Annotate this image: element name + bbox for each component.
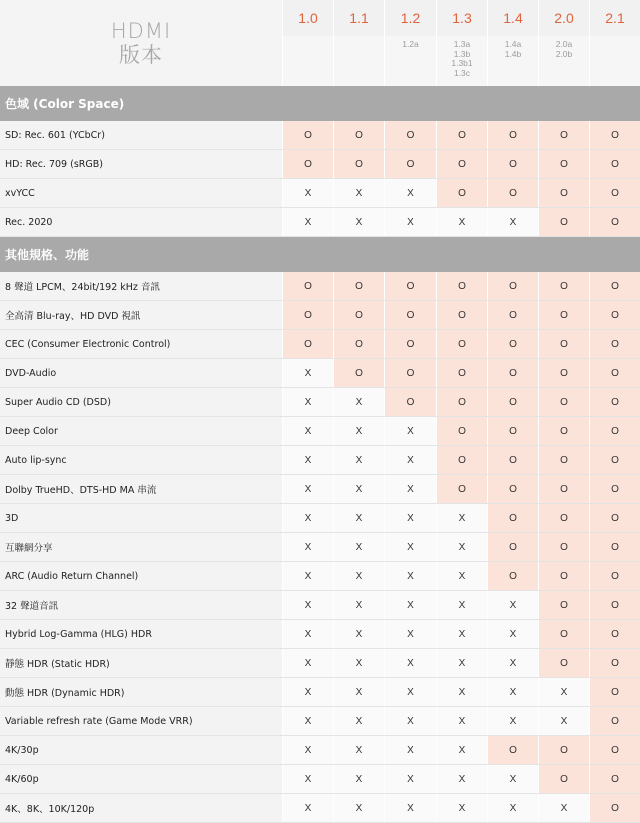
table-row <box>0 504 640 533</box>
supported-cell: O <box>589 359 640 387</box>
feature-label: Hybrid Log-Gamma (HLG) HDR <box>0 620 282 648</box>
table-row <box>0 446 640 475</box>
unsupported-cell: X <box>436 678 487 706</box>
supported-cell: O <box>436 150 487 178</box>
version-sub-list <box>590 36 640 86</box>
supported-cell: O <box>436 388 487 416</box>
unsupported-cell: X <box>436 765 487 793</box>
unsupported-cell: X <box>487 591 538 619</box>
supported-cell: O <box>538 359 589 387</box>
table-title <box>0 0 282 86</box>
unsupported-cell: X <box>282 649 333 677</box>
unsupported-cell: X <box>436 649 487 677</box>
supported-cell: O <box>384 359 436 387</box>
table-row <box>0 179 640 208</box>
supported-cell: O <box>589 388 640 416</box>
supported-cell: O <box>589 179 640 207</box>
unsupported-cell: X <box>333 475 384 503</box>
supported-cell: O <box>538 736 589 764</box>
supported-cell: O <box>538 330 589 358</box>
version-column-1-1 <box>333 0 384 86</box>
feature-label: Super Audio CD (DSD) <box>0 388 282 416</box>
unsupported-cell: X <box>282 417 333 445</box>
supported-cell: O <box>538 446 589 474</box>
version-column-1-3 <box>436 0 487 86</box>
supported-cell: O <box>282 272 333 300</box>
section-header: 色域 (Color Space) <box>0 86 640 121</box>
feature-label: Deep Color <box>0 417 282 445</box>
unsupported-cell: X <box>384 446 436 474</box>
version-sub-label: 1.3b1 <box>451 58 473 68</box>
supported-cell: O <box>589 301 640 329</box>
feature-label: 互聯網分享 <box>0 533 282 561</box>
supported-cell: O <box>538 388 589 416</box>
supported-cell: O <box>333 330 384 358</box>
feature-label: 動態 HDR (Dynamic HDR) <box>0 678 282 706</box>
supported-cell: O <box>589 208 640 236</box>
unsupported-cell: X <box>384 736 436 764</box>
unsupported-cell: X <box>333 533 384 561</box>
version-label: 1.3 <box>437 0 487 36</box>
supported-cell: O <box>384 301 436 329</box>
unsupported-cell: X <box>282 446 333 474</box>
unsupported-cell: X <box>384 649 436 677</box>
unsupported-cell: X <box>333 765 384 793</box>
supported-cell: O <box>538 533 589 561</box>
supported-cell: O <box>384 150 436 178</box>
supported-cell: O <box>589 150 640 178</box>
supported-cell: O <box>487 272 538 300</box>
unsupported-cell: X <box>436 620 487 648</box>
supported-cell: O <box>538 620 589 648</box>
supported-cell: O <box>487 388 538 416</box>
supported-cell: O <box>487 504 538 532</box>
feature-label: Variable refresh rate (Game Mode VRR) <box>0 707 282 735</box>
version-label: 2.0 <box>539 0 589 36</box>
unsupported-cell: X <box>282 208 333 236</box>
version-sub-list <box>385 36 436 86</box>
version-sub-list <box>539 36 589 86</box>
supported-cell: O <box>589 272 640 300</box>
feature-label: Rec. 2020 <box>0 208 282 236</box>
unsupported-cell: X <box>384 475 436 503</box>
unsupported-cell: X <box>384 208 436 236</box>
supported-cell: O <box>487 330 538 358</box>
supported-cell: O <box>589 765 640 793</box>
supported-cell: O <box>538 649 589 677</box>
unsupported-cell: X <box>384 591 436 619</box>
table-row <box>0 533 640 562</box>
supported-cell: O <box>487 150 538 178</box>
supported-cell: O <box>436 330 487 358</box>
title-line-1: HDMI <box>110 19 172 43</box>
unsupported-cell: X <box>384 620 436 648</box>
version-label: 1.4 <box>488 0 538 36</box>
supported-cell: O <box>538 504 589 532</box>
table-row <box>0 765 640 794</box>
supported-cell: O <box>538 150 589 178</box>
unsupported-cell: X <box>282 707 333 735</box>
supported-cell: O <box>487 475 538 503</box>
supported-cell: O <box>282 330 333 358</box>
unsupported-cell: X <box>487 208 538 236</box>
unsupported-cell: X <box>333 649 384 677</box>
feature-label: 全高清 Blu-ray、HD DVD 視訊 <box>0 301 282 329</box>
supported-cell: O <box>589 330 640 358</box>
version-column-1-2 <box>384 0 436 86</box>
supported-cell: O <box>282 301 333 329</box>
supported-cell: O <box>333 359 384 387</box>
unsupported-cell: X <box>282 765 333 793</box>
supported-cell: O <box>538 179 589 207</box>
supported-cell: O <box>589 562 640 590</box>
supported-cell: O <box>282 121 333 149</box>
supported-cell: O <box>282 150 333 178</box>
supported-cell: O <box>589 591 640 619</box>
table-row <box>0 330 640 359</box>
unsupported-cell: X <box>333 736 384 764</box>
table-row <box>0 208 640 237</box>
supported-cell: O <box>589 475 640 503</box>
unsupported-cell: X <box>282 179 333 207</box>
unsupported-cell: X <box>333 591 384 619</box>
unsupported-cell: X <box>384 533 436 561</box>
unsupported-cell: X <box>333 179 384 207</box>
supported-cell: O <box>487 359 538 387</box>
unsupported-cell: X <box>487 794 538 822</box>
table-row <box>0 794 640 823</box>
version-sub-list <box>488 36 538 86</box>
supported-cell: O <box>384 330 436 358</box>
supported-cell: O <box>487 446 538 474</box>
feature-label: 4K/30p <box>0 736 282 764</box>
supported-cell: O <box>436 446 487 474</box>
table-row <box>0 736 640 765</box>
version-column-1-0 <box>282 0 333 86</box>
supported-cell: O <box>589 649 640 677</box>
feature-label: Auto lip-sync <box>0 446 282 474</box>
supported-cell: O <box>333 150 384 178</box>
unsupported-cell: X <box>282 736 333 764</box>
supported-cell: O <box>589 417 640 445</box>
unsupported-cell: X <box>436 504 487 532</box>
supported-cell: O <box>589 794 640 822</box>
unsupported-cell: X <box>538 707 589 735</box>
feature-label: xvYCC <box>0 179 282 207</box>
unsupported-cell: X <box>282 562 333 590</box>
feature-label: 靜態 HDR (Static HDR) <box>0 649 282 677</box>
version-sub-label: 1.3c <box>453 67 471 78</box>
table-row <box>0 620 640 649</box>
supported-cell: O <box>538 417 589 445</box>
unsupported-cell: X <box>333 417 384 445</box>
unsupported-cell: X <box>436 591 487 619</box>
unsupported-cell: X <box>282 388 333 416</box>
supported-cell: O <box>487 179 538 207</box>
supported-cell: O <box>487 562 538 590</box>
supported-cell: O <box>538 765 589 793</box>
version-label: 1.2 <box>385 0 436 36</box>
version-column-1-4 <box>487 0 538 86</box>
unsupported-cell: X <box>333 678 384 706</box>
supported-cell: O <box>384 388 436 416</box>
title-line-2: 版本 <box>119 43 163 67</box>
feature-label: DVD-Audio <box>0 359 282 387</box>
supported-cell: O <box>589 504 640 532</box>
unsupported-cell: X <box>487 707 538 735</box>
unsupported-cell: X <box>282 794 333 822</box>
table-row <box>0 417 640 446</box>
version-sub-label: 1.3a <box>453 39 471 49</box>
unsupported-cell: X <box>384 562 436 590</box>
unsupported-cell: X <box>538 794 589 822</box>
supported-cell: O <box>538 591 589 619</box>
table-row <box>0 707 640 736</box>
supported-cell: O <box>436 359 487 387</box>
unsupported-cell: X <box>384 179 436 207</box>
version-label: 2.1 <box>590 0 640 36</box>
feature-label: 4K、8K、10K/120p <box>0 794 282 822</box>
table-row <box>0 591 640 620</box>
supported-cell: O <box>589 446 640 474</box>
version-sub-label: 2.0b <box>555 48 573 59</box>
unsupported-cell: X <box>436 533 487 561</box>
table-row <box>0 359 640 388</box>
unsupported-cell: X <box>538 678 589 706</box>
supported-cell: O <box>589 678 640 706</box>
table-row <box>0 562 640 591</box>
version-label: 1.1 <box>334 0 384 36</box>
supported-cell: O <box>333 121 384 149</box>
supported-cell: O <box>538 272 589 300</box>
supported-cell: O <box>436 475 487 503</box>
unsupported-cell: X <box>436 208 487 236</box>
supported-cell: O <box>538 121 589 149</box>
unsupported-cell: X <box>436 707 487 735</box>
unsupported-cell: X <box>333 208 384 236</box>
supported-cell: O <box>589 620 640 648</box>
supported-cell: O <box>538 475 589 503</box>
feature-label: ARC (Audio Return Channel) <box>0 562 282 590</box>
unsupported-cell: X <box>436 562 487 590</box>
table-row <box>0 150 640 179</box>
version-sub-label: 2.0a <box>555 39 573 49</box>
table-row <box>0 475 640 504</box>
unsupported-cell: X <box>333 707 384 735</box>
supported-cell: O <box>589 707 640 735</box>
version-sub-label: 1.4b <box>504 48 522 59</box>
feature-label: 8 聲道 LPCM、24bit/192 kHz 音訊 <box>0 272 282 300</box>
supported-cell: O <box>538 301 589 329</box>
unsupported-cell: X <box>282 504 333 532</box>
unsupported-cell: X <box>384 794 436 822</box>
supported-cell: O <box>538 562 589 590</box>
table-row <box>0 678 640 707</box>
version-column-2-1 <box>589 0 640 86</box>
supported-cell: O <box>589 736 640 764</box>
supported-cell: O <box>487 121 538 149</box>
feature-label: SD: Rec. 601 (YCbCr) <box>0 121 282 149</box>
version-sub-label: 1.3b <box>453 48 471 59</box>
feature-label: 32 聲道音訊 <box>0 591 282 619</box>
supported-cell: O <box>436 301 487 329</box>
unsupported-cell: X <box>333 446 384 474</box>
supported-cell: O <box>384 121 436 149</box>
feature-label: HD: Rec. 709 (sRGB) <box>0 150 282 178</box>
unsupported-cell: X <box>333 562 384 590</box>
version-sub-list <box>437 36 487 86</box>
unsupported-cell: X <box>333 388 384 416</box>
unsupported-cell: X <box>282 591 333 619</box>
table-row <box>0 121 640 150</box>
supported-cell: O <box>589 121 640 149</box>
feature-label: 3D <box>0 504 282 532</box>
unsupported-cell: X <box>282 533 333 561</box>
unsupported-cell: X <box>282 620 333 648</box>
supported-cell: O <box>333 272 384 300</box>
unsupported-cell: X <box>436 736 487 764</box>
supported-cell: O <box>384 272 436 300</box>
unsupported-cell: X <box>333 620 384 648</box>
unsupported-cell: X <box>384 417 436 445</box>
supported-cell: O <box>333 301 384 329</box>
unsupported-cell: X <box>384 504 436 532</box>
unsupported-cell: X <box>487 649 538 677</box>
feature-label: Dolby TrueHD、DTS-HD MA 串流 <box>0 475 282 503</box>
unsupported-cell: X <box>487 765 538 793</box>
supported-cell: O <box>487 736 538 764</box>
supported-cell: O <box>436 179 487 207</box>
unsupported-cell: X <box>384 765 436 793</box>
supported-cell: O <box>487 533 538 561</box>
unsupported-cell: X <box>333 504 384 532</box>
supported-cell: O <box>436 272 487 300</box>
version-sub-label: 1.2a <box>402 39 419 49</box>
table-row <box>0 272 640 301</box>
supported-cell: O <box>538 208 589 236</box>
unsupported-cell: X <box>436 794 487 822</box>
table-row <box>0 388 640 417</box>
unsupported-cell: X <box>333 794 384 822</box>
version-sub-list <box>283 36 333 86</box>
unsupported-cell: X <box>487 620 538 648</box>
feature-label: CEC (Consumer Electronic Control) <box>0 330 282 358</box>
table-row <box>0 649 640 678</box>
supported-cell: O <box>436 121 487 149</box>
supported-cell: O <box>487 417 538 445</box>
table-row <box>0 301 640 330</box>
unsupported-cell: X <box>384 707 436 735</box>
unsupported-cell: X <box>384 678 436 706</box>
version-label: 1.0 <box>283 0 333 36</box>
supported-cell: O <box>436 417 487 445</box>
section-header: 其他規格、功能 <box>0 237 640 272</box>
unsupported-cell: X <box>282 359 333 387</box>
supported-cell: O <box>487 301 538 329</box>
unsupported-cell: X <box>487 678 538 706</box>
unsupported-cell: X <box>282 678 333 706</box>
supported-cell: O <box>589 533 640 561</box>
version-sub-list <box>334 36 384 86</box>
unsupported-cell: X <box>282 475 333 503</box>
version-column-2-0 <box>538 0 589 86</box>
feature-label: 4K/60p <box>0 765 282 793</box>
version-sub-label: 1.4a <box>504 39 522 49</box>
